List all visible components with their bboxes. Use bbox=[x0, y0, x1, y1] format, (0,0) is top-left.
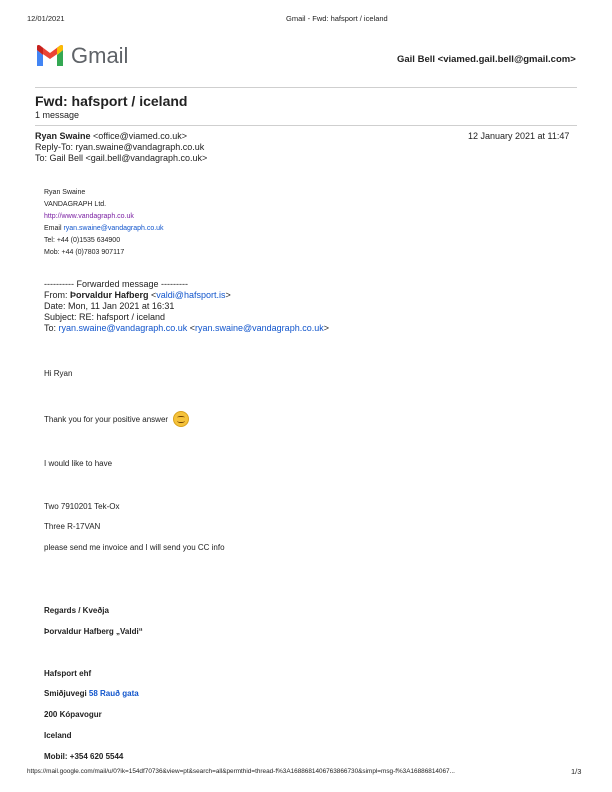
signature-email bbox=[44, 223, 164, 235]
regards: Regards / Kveðja bbox=[44, 606, 109, 615]
body-line-4: please send me invoice and I will send you CC info bbox=[44, 543, 225, 552]
signature-email-label: Email bbox=[44, 225, 64, 232]
from-email: <office@viamed.co.uk> bbox=[93, 131, 188, 141]
bracket-close: > bbox=[225, 290, 231, 300]
forwarded-to-email2-link[interactable]: ryan.swaine@vandagraph.co.uk bbox=[195, 323, 324, 333]
reply-to: Reply-To: ryan.swaine@vandagraph.co.uk bbox=[35, 142, 205, 152]
forwarded-date: Date: Mon, 11 Jan 2021 at 16:31 bbox=[44, 301, 175, 311]
print-title: Gmail - Fwd: hafsport / iceland bbox=[286, 14, 388, 23]
body-line-1: I would like to have bbox=[44, 459, 113, 468]
header-divider bbox=[35, 87, 577, 88]
forwarded-header: ---------- Forwarded message --------- bbox=[44, 279, 188, 289]
from-name: Ryan Swaine bbox=[35, 131, 91, 141]
message-count: 1 message bbox=[35, 110, 80, 120]
subject-divider bbox=[35, 125, 577, 126]
print-date: 12/01/2021 bbox=[27, 14, 65, 23]
sender-street bbox=[44, 688, 139, 699]
print-url: https://mail.google.com/mail/u/0?ik=154df70736&view=pt&search=all&permthid=thread-f%3A1688681406763866730&simpl=msg-f%3A16886814067... bbox=[27, 768, 455, 775]
sender-city: 200 Kópavogur bbox=[44, 710, 102, 719]
thanks-text: Thank you for your positive answer bbox=[44, 415, 169, 425]
signature-tel: Tel: +44 (0)1535 634900 bbox=[44, 237, 121, 244]
forwarded-from bbox=[44, 290, 231, 301]
sender-mobile: Mobil: +354 620 5544 bbox=[44, 752, 124, 761]
signature-website-link[interactable]: http://www.vandagraph.co.uk bbox=[44, 213, 134, 220]
sender-country: Iceland bbox=[44, 731, 72, 740]
message-date: 12 January 2021 at 11:47 bbox=[468, 131, 570, 141]
signature-mob: Mob: +44 (0)7803 907117 bbox=[44, 249, 125, 256]
account-email: Gail Bell <viamed.gail.bell@gmail.com> bbox=[397, 54, 576, 65]
forwarded-from-label: From: bbox=[44, 290, 70, 300]
thanks-line bbox=[44, 412, 189, 428]
page-number: 1/3 bbox=[571, 767, 582, 776]
forwarded-from-email-link[interactable]: valdi@hafsport.is bbox=[156, 290, 226, 300]
to-line: To: Gail Bell <gail.bell@vandagraph.co.uk> bbox=[35, 153, 208, 163]
signature-name: Ryan Swaine bbox=[44, 189, 86, 196]
street-text: Smiðjuvegi bbox=[44, 689, 89, 698]
greeting: Hi Ryan bbox=[44, 369, 73, 378]
signature-email-link[interactable]: ryan.swaine@vandagraph.co.uk bbox=[63, 225, 164, 232]
thread-subject: Fwd: hafsport / iceland bbox=[35, 93, 188, 109]
body-line-2: Two 7910201 Tek-Ox bbox=[44, 502, 120, 511]
sender-name: Þorvaldur Hafberg „Valdi“ bbox=[44, 627, 143, 636]
body-line-3: Three R-17VAN bbox=[44, 522, 101, 531]
street-link[interactable]: 58 Rauð gata bbox=[88, 689, 139, 698]
signature-company: VANDAGRAPH Ltd. bbox=[44, 201, 107, 208]
forwarded-from-name: Þorvaldur Hafberg bbox=[70, 290, 149, 300]
gmail-logo-icon bbox=[35, 44, 65, 68]
forwarded-to-label: To: bbox=[44, 323, 59, 333]
smiling-face-emoji-icon bbox=[173, 411, 189, 427]
bracket-open: < bbox=[148, 290, 157, 300]
message-from bbox=[35, 131, 187, 142]
forwarded-to-email-link[interactable]: ryan.swaine@vandagraph.co.uk bbox=[58, 323, 188, 333]
bracket-open: < bbox=[187, 323, 195, 333]
gmail-logo-text: Gmail bbox=[71, 43, 129, 68]
bracket-close: > bbox=[323, 323, 329, 333]
sender-company: Hafsport ehf bbox=[44, 669, 92, 678]
forwarded-subject: Subject: RE: hafsport / iceland bbox=[44, 312, 166, 322]
forwarded-to bbox=[44, 323, 329, 334]
